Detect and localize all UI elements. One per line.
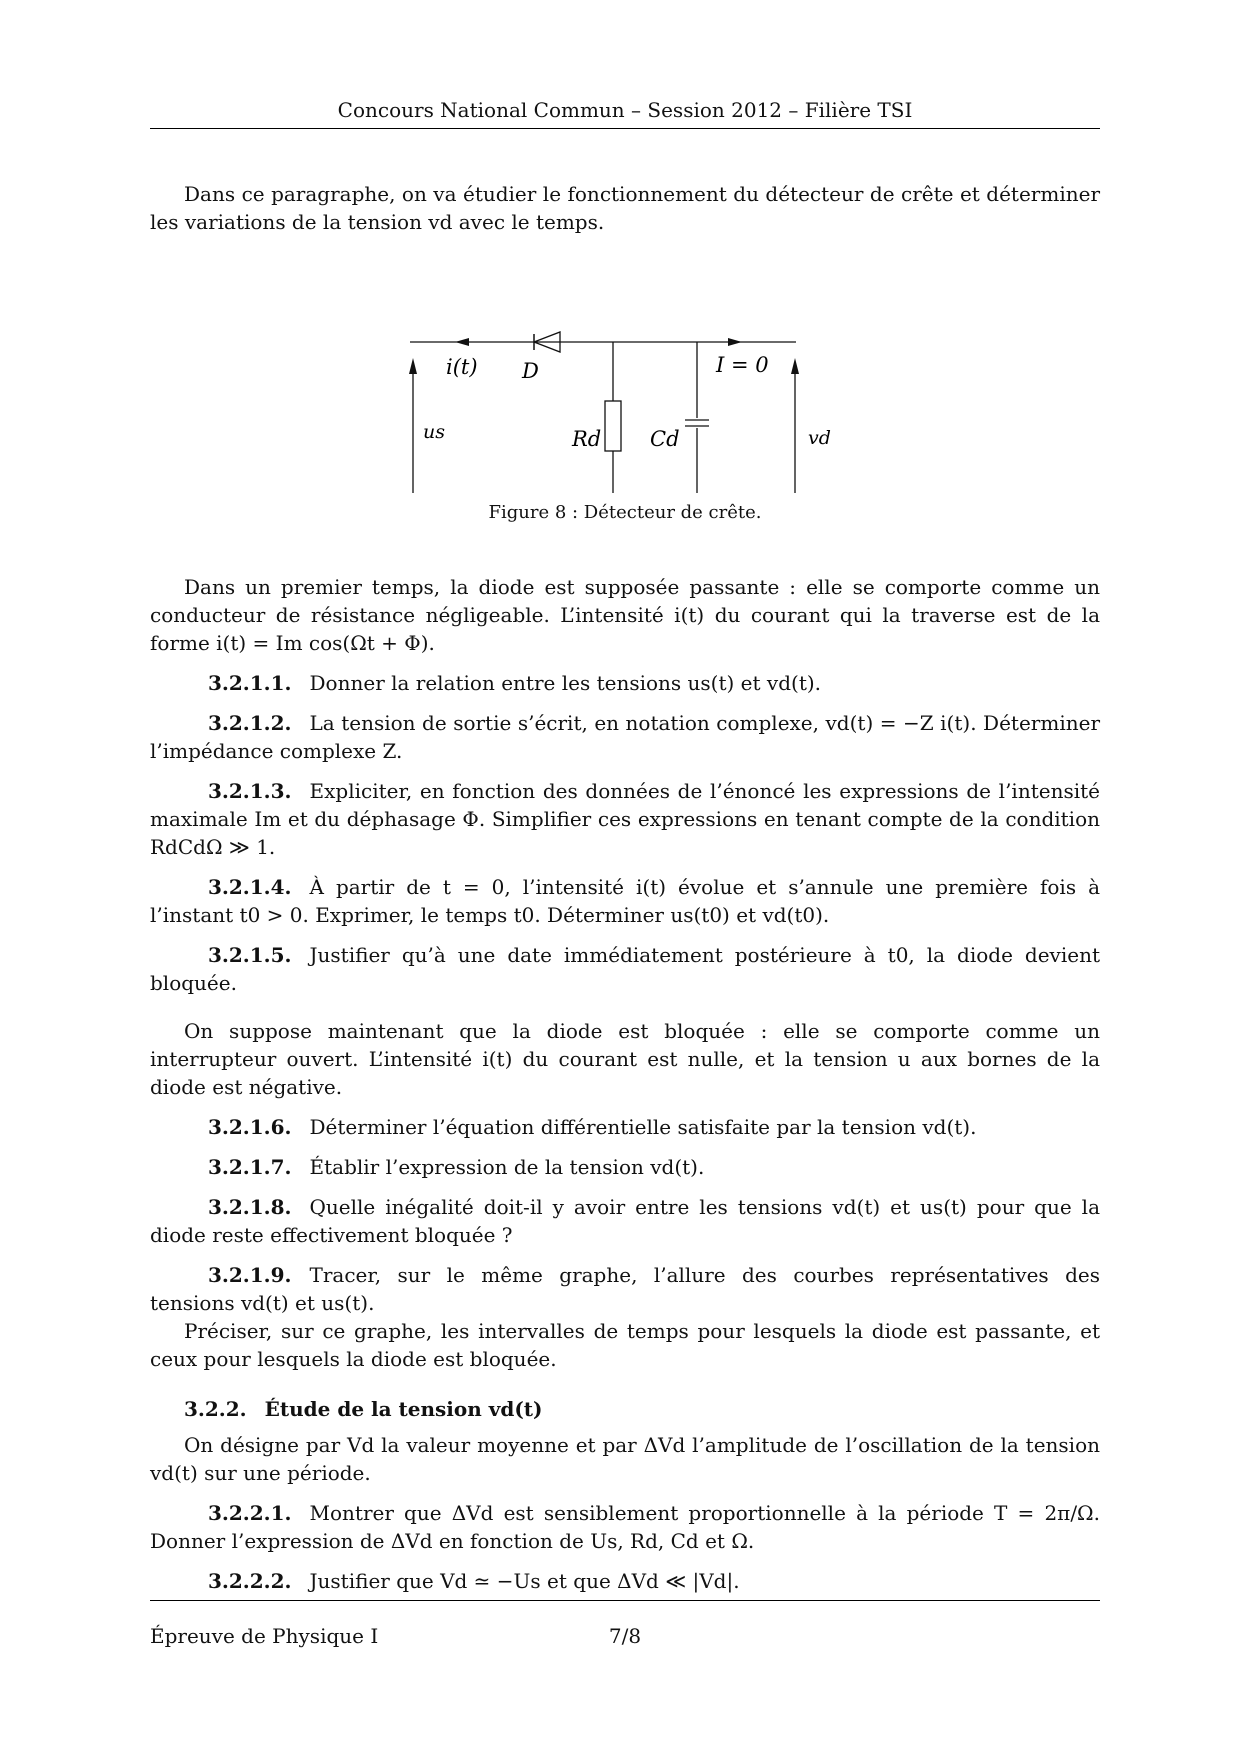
paragraph-diode-off: On suppose maintenant que la diode est bloquée : elle se comporte comme un interrupteur ouvert. L’intensité i(t) du courant est nulle, et la tension u aux bornes de la diode est négative. — [150, 1019, 1100, 1099]
page-header: Concours National Commun – Session 2012 – Filière TSI — [337, 98, 913, 122]
question-text: Établir l’expression de la tension vd(t). — [309, 1155, 705, 1179]
question-text: La tension de sortie s’écrit, en notation complexe, vd(t) = −Z i(t). Déterminer l’impédance complexe Z. — [150, 711, 1100, 763]
question-text: Montrer que ΔVd est sensiblement proportionnelle à la période T = 2π/Ω. Donner l’expression de ΔVd en fonction de Us, Rd, Cd et Ω. — [150, 1501, 1100, 1553]
question-item — [150, 777, 1100, 861]
question-9-followup: Préciser, sur ce graphe, les intervalles de temps pour lesquels la diode est passante, et ceux pour lesquels la diode est bloquée. — [150, 1319, 1100, 1371]
question-text: Tracer, sur le même graphe, l’allure des courbes représentatives des tensions vd(t) et us(t). — [150, 1263, 1100, 1315]
page-number: 7/8 — [608, 1624, 642, 1648]
vd-arrow — [791, 358, 799, 493]
question-number: 3.2.1.2. — [208, 711, 292, 735]
question-number: 3.2.1.8. — [208, 1195, 292, 1219]
question-number: 3.2.1.7. — [208, 1155, 292, 1179]
intro-paragraph: Dans ce paragraphe, on va étudier le fonctionnement du détecteur de crête et déterminer les variations de la tension vd avec le temps. — [150, 182, 1100, 234]
question-item — [150, 669, 1100, 697]
question-number: 3.2.1.9. — [208, 1263, 292, 1287]
question-number: 3.2.1.3. — [208, 779, 292, 803]
question-item — [150, 941, 1100, 997]
zero-current-label: I = 0 — [716, 353, 769, 377]
footer-title: Épreuve de Physique I — [150, 1624, 379, 1648]
diode-label: D — [522, 359, 539, 383]
question-item — [150, 1113, 1100, 1141]
vd-label: vd — [808, 427, 831, 449]
question-item — [150, 1153, 1100, 1181]
current-arrow-left — [455, 338, 469, 346]
question-text: Justifier qu’à une date immédiatement postérieure à t0, la diode devient bloquée. — [150, 943, 1100, 995]
current-label: i(t) — [446, 355, 478, 379]
question-item — [150, 1193, 1100, 1249]
question-number: 3.2.1.6. — [208, 1115, 292, 1139]
question-number: 3.2.1.1. — [208, 671, 292, 695]
us-label: us — [423, 421, 445, 443]
question-number: 3.2.2.1. — [208, 1501, 292, 1525]
current-arrow-right — [728, 338, 742, 346]
question-number: 3.2.1.5. — [208, 943, 292, 967]
questions-diode-on — [150, 669, 1100, 997]
question-text: Expliciter, en fonction des données de l’énoncé les expressions de l’intensité maximale Im et du déphasage Φ. Simplifier ces expressions en tenant compte de la condition RdCdΩ ≫ 1. — [150, 779, 1100, 859]
question-item — [150, 873, 1100, 929]
us-arrow — [409, 358, 417, 493]
section-title: Étude de la tension vd(t) — [264, 1397, 543, 1421]
questions-vd-study — [150, 1499, 1100, 1595]
figure-caption: Figure 8 : Détecteur de crête. — [488, 502, 762, 523]
paragraph-vd-study: On désigne par Vd la valeur moyenne et par ΔVd l’amplitude de l’oscillation de la tension vd(t) sur une période. — [150, 1433, 1100, 1485]
page — [150, 0, 1100, 1754]
question-text: Justifier que Vd ≃ −Us et que ΔVd ≪ |Vd|. — [309, 1569, 740, 1593]
rd-label: Rd — [572, 427, 602, 451]
question-item — [150, 709, 1100, 765]
question-text: Donner la relation entre les tensions us(t) et vd(t). — [309, 671, 822, 695]
questions-diode-off — [150, 1113, 1100, 1317]
paragraph-diode-on: Dans un premier temps, la diode est supposée passante : elle se comporte comme un conducteur de résistance négligeable. L’intensité i(t) du courant qui la traverse est de la forme i(t) = Im cos(Ωt + Φ). — [150, 575, 1100, 655]
main-content — [150, 180, 1100, 1595]
question-text: Quelle inégalité doit-il y avoir entre les tensions vd(t) et us(t) pour que la diode reste effectivement bloquée ? — [150, 1195, 1100, 1247]
question-text: À partir de t = 0, l’intensité i(t) évolue et s’annule une première fois à l’instant t0 > 0. Exprimer, le temps t0. Déterminer us(t0) et vd(t0). — [150, 875, 1100, 927]
footer-rule — [150, 1600, 1100, 1601]
header-rule — [150, 128, 1100, 129]
circuit-diagram — [150, 248, 1100, 493]
question-item — [150, 1499, 1100, 1555]
question-number: 3.2.2.2. — [208, 1569, 292, 1593]
question-item — [150, 1261, 1100, 1317]
question-item — [150, 1567, 1100, 1595]
circuit-figure — [150, 248, 1100, 493]
section-number: 3.2.2. — [184, 1397, 247, 1421]
section-heading — [150, 1395, 1100, 1423]
question-text: Déterminer l’équation différentielle satisfaite par la tension vd(t). — [309, 1115, 977, 1139]
cd-label: Cd — [650, 427, 680, 451]
question-number: 3.2.1.4. — [208, 875, 292, 899]
